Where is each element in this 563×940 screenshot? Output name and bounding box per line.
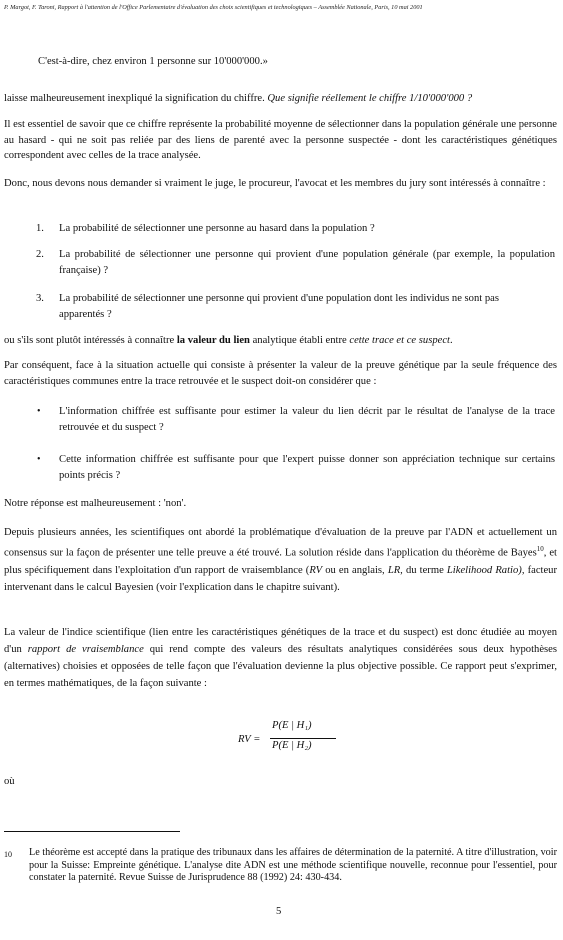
formula-numerator: P(E | H₁): [272, 720, 312, 731]
paragraph-7-lh: Likelihood Ratio),: [446, 564, 525, 576]
where-word: où: [4, 776, 15, 787]
paragraph-2: Il est essentiel de savoir que ce chiffre représente la probabilité moyenne de sélectionner dans la population générale une personne au hasard - qui ne soit pas reliée par des liens de parenté avec la personne suspectée - dont les caractéristiques génétiques correspondent avec celles de la trace analysée.: [4, 119, 557, 161]
paragraph-1: [4, 91, 557, 107]
paragraph-7-rv: RV: [309, 564, 323, 576]
list-number-3: 3.: [36, 293, 44, 304]
paragraph-6: Notre réponse est malheureusement : 'non'.: [4, 498, 187, 509]
paragraph-1-text: laisse malheureusement inexpliqué la signification du chiffre.: [4, 93, 268, 104]
paragraph-8-a: La valeur de l'indice scientifique (lien entre les caractéristiques génétiques de la trace et du suspect) est donc étudiée au moyen d'un: [4, 627, 557, 655]
footnote-number: 10: [4, 850, 12, 859]
list-item-3: La probabilité de sélectionner une personne qui provient d'une population dont les individus ne sont pas apparentés ?: [59, 293, 499, 320]
bullet-2-symbol: •: [37, 454, 41, 465]
bullet-1-symbol: •: [37, 406, 41, 417]
paragraph-4-italic: cette trace et ce suspect: [349, 335, 450, 346]
paragraph-8-italic: rapport de vraisemblance: [27, 644, 144, 655]
paragraph-4-post: .: [449, 335, 453, 346]
paragraph-3: Donc, nous devons nous demander si vraiment le juge, le procureur, l'avocat et les membres du jury sont intéressés à connaître :: [4, 178, 546, 189]
paragraph-4-pre: ou s'ils sont plutôt intéressés à connaître: [4, 335, 177, 346]
paragraph-7-e: facteur intervenant dans le calcul Bayesien (voir l'explication dans le chapitre suivant).: [4, 564, 557, 593]
formula-lhs: RV =: [238, 734, 261, 745]
paragraph-8-b: qui rend compte des valeurs des résultats analytiques considérées sous deux hypothèses (alternatives) choisies et opposées de telle façon que l'évaluation devienne la plus objective possible. Ce rapport peut s'exprimer, en termes mathématiques, de la façon suivante :: [4, 644, 557, 689]
formula-denominator: P(E | H₂): [272, 740, 312, 751]
paragraph-7-d: du terme: [402, 564, 447, 576]
running-header: P. Margot, F. Taroni, Rapport à l'attention de l'Office Parlementaire d'évaluation des choix scientifiques et technologiques – Assemblée Nationale, Paris, 10 mai 2001: [4, 4, 423, 11]
paragraph-7-b: , et plus spécifiquement dans l'exploitation d'un rapport de vraisemblance (: [4, 547, 557, 576]
paragraph-7: [4, 524, 557, 596]
quote-end: C'est-à-dire, chez environ 1 personne sur 10'000'000.»: [38, 56, 268, 67]
paragraph-4: [4, 333, 557, 349]
list-item-1: La probabilité de sélectionner une personne au hasard dans la population ?: [59, 223, 375, 234]
paragraph-4-bold: la valeur du lien: [176, 335, 250, 346]
footnote-divider: [4, 831, 180, 832]
paragraph-7-c: ou en anglais,: [322, 564, 388, 576]
footnote-ref-10[interactable]: 10: [536, 545, 544, 553]
paragraph-7-a: Depuis plusieurs années, les scientifiques ont abordé la problématique d'évaluation de la preuve par l'ADN et actuellement un consensus sur la façon de présenter une telle preuve a été trouvé. La solution réside dans l'application du théorème de Bayes: [4, 527, 557, 559]
bullet-item-2: Cette information chiffrée est suffisante pour que l'expert puisse donner son appréciation technique sur certains points précis ?: [59, 454, 555, 481]
bullet-item-1: L'information chiffrée est suffisante pour estimer la valeur du lien décrit par le résultat de l'analyse de la trace retrouvée et du suspect ?: [59, 406, 555, 433]
paragraph-5: Par conséquent, face à la situation actuelle qui consiste à présenter la valeur de la preuve génétique par la seule fréquence des caractéristiques communes entre la trace retrouvée et le suspect doit-on considérer que :: [4, 360, 557, 387]
list-number-2: 2.: [36, 249, 44, 260]
paragraph-4-mid: analytique établi entre: [249, 335, 350, 346]
paragraph-8: [4, 624, 557, 692]
likelihood-ratio-formula: [238, 720, 358, 770]
paragraph-7-lr: LR,: [387, 564, 403, 576]
fraction-bar: [270, 738, 336, 739]
list-item-2: La probabilité de sélectionner une personne qui provient d'une population générale (par exemple, la population française) ?: [59, 249, 555, 276]
footnote-text: Le théorème est accepté dans la pratique des tribunaux dans les affaires de détermination de la paternité. A titre d'illustration, voir pour la Suisse: Empreinte génétique. L'analyse dite ADN est une méthode scientifique nouvelle, reconnue pour l'essentiel, pour constater la paternité. Revue Suisse de Jurisprudence 88 (1992) 24: 430-434.: [29, 847, 557, 883]
list-number-1: 1.: [36, 223, 44, 234]
page-number: 5: [276, 906, 282, 917]
paragraph-1-question: Que signifie réellement le chiffre 1/10'000'000 ?: [267, 93, 473, 104]
